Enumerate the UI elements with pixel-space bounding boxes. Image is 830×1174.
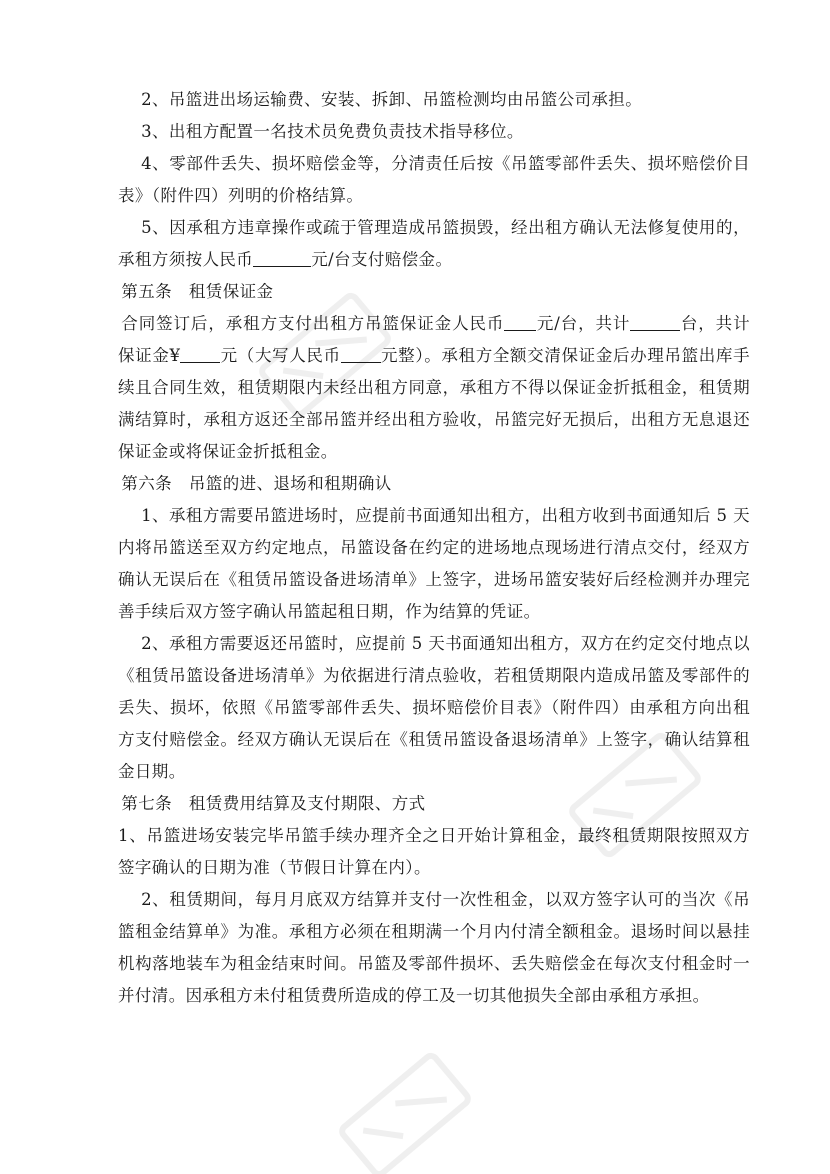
article-6-paragraph-1: 1、承租方需要吊篮进场时，应提前书面通知出租方，出租方收到书面通知后 5 天内将吊篮送至双方约定地点，吊篮设备在约定的进场地点现场进行清点交付，经双方确认无误后在《租赁吊篮设备进场清单》上签字，进场吊篮安装好后经检测并办理完善手续后双方签字确认吊篮起租日期，作为结算的凭证。 bbox=[118, 506, 750, 621]
clause-item-4: 4、零部件丢失、损坏赔偿金等，分清责任后按《吊篮零部件丢失、损坏赔偿价目表》（附件四）列明的价格结算。 bbox=[118, 154, 750, 205]
clause-item-5-text: 5、因承租方违章操作或疏于管理造成吊篮损毁，经出租方确认无法修复使用的，承租方须按人民币 bbox=[118, 218, 750, 269]
deposit-text-2: 元/台，共计 bbox=[536, 314, 631, 333]
deposit-text-1: 合同签订后，承租方支付出租方吊篮保证金人民币 bbox=[121, 314, 505, 333]
article-5-heading: 第五条 租赁保证金 bbox=[121, 282, 274, 301]
deposit-per-unit-blank[interactable] bbox=[504, 312, 536, 331]
article-7-paragraph-2: 2、租赁期间，每月月底双方结算并支付一次性租金，以双方签字认可的当次《吊篮租金结算单》为准。承租方必须在租期满一个月内付清全额租金。退场时间以悬挂机构落地装车为租金结束时间。吊篮及零部件损坏、丢失赔偿金在每次支付租金时一并付清。因承租方未付租赁费所造成的停工及一切其他损失全部由承租方承担。 bbox=[118, 890, 750, 1005]
article-7-heading: 第七条 租赁费用结算及支付期限、方式 bbox=[121, 794, 426, 813]
article-5-paragraph bbox=[118, 308, 750, 468]
clause-item-5-text-end: 元/台支付赔偿金。 bbox=[311, 250, 453, 269]
clause-item-2: 2、吊篮进出场运输费、安装、拆卸、吊篮检测均由吊篮公司承担。 bbox=[141, 90, 643, 109]
article-6-heading: 第六条 吊篮的进、退场和租期确认 bbox=[121, 474, 392, 493]
document-body bbox=[118, 84, 750, 1012]
article-6-paragraph-2: 2、承租方需要返还吊篮时，应提前 5 天书面通知出租方，双方在约定交付地点以《租赁吊篮设备进场清单》为依据进行清点验收，若租赁期限内造成吊篮及零部件的丢失、损坏，依照《吊篮零部件丢失、损坏赔偿价目表》（附件四）由承租方向出租方支付赔偿金。经双方确认无误后在《租赁吊篮设备退场清单》上签字，确认结算租金日期。 bbox=[118, 634, 750, 781]
unit-count-blank[interactable] bbox=[630, 312, 680, 331]
clause-item-5 bbox=[118, 212, 750, 276]
deposit-uppercase-blank[interactable] bbox=[341, 344, 381, 363]
article-7-paragraph-1: 1、吊篮进场安装完毕吊篮手续办理齐全之日开始计算租金，最终租赁期限按照双方签字确认的日期为准（节假日计算在内）。 bbox=[118, 826, 750, 877]
deposit-text-3: 台，共计保证金¥ bbox=[118, 314, 750, 365]
deposit-total-blank[interactable] bbox=[180, 344, 220, 363]
compensation-amount-blank[interactable] bbox=[253, 248, 311, 267]
watermark-icon bbox=[330, 1040, 480, 1174]
deposit-text-5: 元整）。承租方全额交清保证金后办理吊篮出库手续且合同生效，租赁期限内未经出租方同意，承租方不得以保证金折抵租金，租赁期满结算时，承租方返还全部吊篮并经出租方验收，吊篮完好无损后，出租方无息退还保证金或将保证金折抵租金。 bbox=[118, 346, 750, 461]
clause-item-3: 3、出租方配置一名技术员免费负责技术指导移位。 bbox=[141, 122, 524, 141]
deposit-text-4: 元（大写人民币 bbox=[220, 346, 341, 365]
